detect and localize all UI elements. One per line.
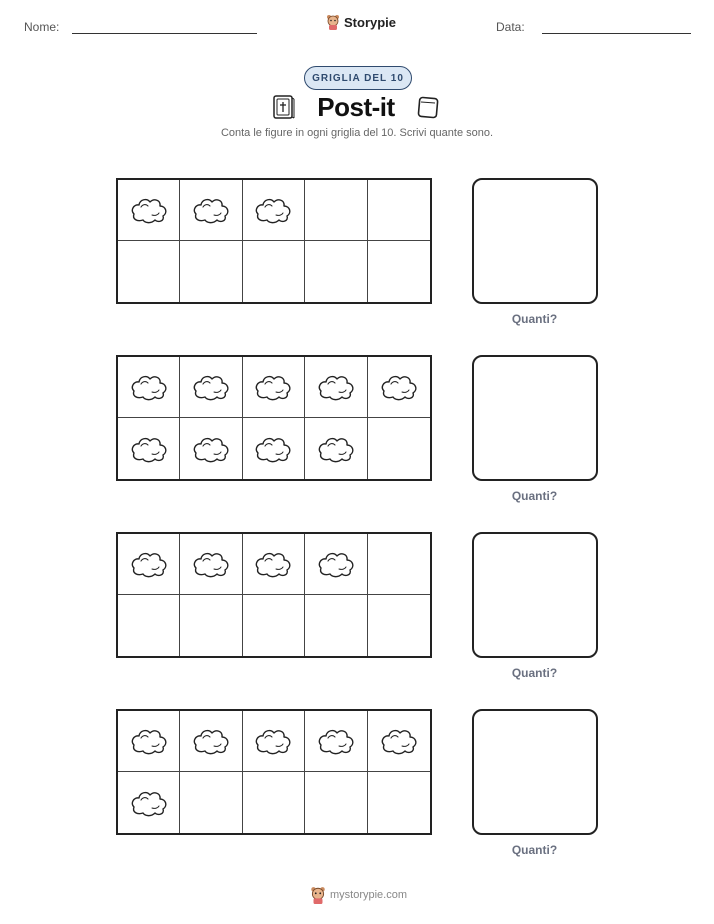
ten-frame-cell <box>243 772 305 833</box>
ten-frame-cell <box>305 418 367 479</box>
sticky-note-blob-icon <box>190 548 232 580</box>
ten-frame-cell <box>118 357 180 418</box>
ten-frame-cell <box>180 595 242 656</box>
ten-frame-cell <box>305 772 367 833</box>
ten-frame-cell <box>243 180 305 241</box>
footer <box>310 886 407 904</box>
sticky-note-blob-icon <box>252 725 294 757</box>
ten-frame-cell <box>368 711 430 772</box>
name-line[interactable] <box>72 33 257 34</box>
date-line[interactable] <box>542 33 691 34</box>
answer-label: Quanti? <box>511 489 558 503</box>
ten-frame-cell <box>243 534 305 595</box>
ten-frame-cell <box>180 418 242 479</box>
sticky-note-blob-icon <box>190 725 232 757</box>
answer-box[interactable] <box>472 178 598 304</box>
ten-frame-grid <box>116 709 432 835</box>
ten-frame-cell <box>368 534 430 595</box>
ten-frame-cell <box>180 534 242 595</box>
ten-frame-cell <box>180 180 242 241</box>
sticky-note-blob-icon <box>252 194 294 226</box>
sticky-note-blob-icon <box>128 194 170 226</box>
ten-frame-cell <box>180 772 242 833</box>
sticky-note-blob-icon <box>315 548 357 580</box>
ten-frame-grid <box>116 532 432 658</box>
ten-frame-cell <box>243 418 305 479</box>
ten-frame-cell <box>118 772 180 833</box>
ten-frame-cell <box>305 180 367 241</box>
brand-name: Storypie <box>344 14 397 30</box>
ten-frame-cell <box>243 357 305 418</box>
ten-frame-cell <box>368 772 430 833</box>
answer-box[interactable] <box>472 355 598 481</box>
sticky-note-blob-icon <box>315 725 357 757</box>
ten-frame-cell <box>305 357 367 418</box>
sticky-note-blob-icon <box>190 433 232 465</box>
ten-frame-cell <box>118 534 180 595</box>
sticky-note-blob-icon <box>190 194 232 226</box>
sticky-note-blob-icon <box>315 371 357 403</box>
instructions: Conta le figure in ogni griglia del 10. Scrivi quante sono. <box>220 127 494 139</box>
brand <box>326 14 396 30</box>
footer-url: mystorypie.com <box>330 889 408 901</box>
ten-frame-cell <box>368 357 430 418</box>
sticky-note-blob-icon <box>378 371 420 403</box>
ten-frame-cell <box>305 241 367 302</box>
sticky-note-blob-icon <box>128 371 170 403</box>
sticky-note-blob-icon <box>252 548 294 580</box>
ten-frame-cell <box>368 418 430 479</box>
answer-box[interactable] <box>472 532 598 658</box>
ten-frame-cell <box>305 534 367 595</box>
page-title: Post-it <box>317 92 395 122</box>
ten-frame-cell <box>368 241 430 302</box>
sticky-note-blob-icon <box>128 787 170 819</box>
sticky-note-blob-icon <box>128 433 170 465</box>
answer-label: Quanti? <box>511 843 558 857</box>
ten-frame-cell <box>180 357 242 418</box>
ten-frame-cell <box>305 595 367 656</box>
sticky-note-blob-icon <box>252 433 294 465</box>
ten-frame-cell <box>368 180 430 241</box>
ten-frame-grid <box>116 355 432 481</box>
ten-frame-cell <box>118 241 180 302</box>
ten-frame-grid <box>116 178 432 304</box>
bear-mascot-icon <box>326 14 340 30</box>
sticky-note-blob-icon <box>128 725 170 757</box>
sticky-note-blob-icon <box>315 433 357 465</box>
ten-frame-cell <box>118 595 180 656</box>
ten-frame-cell <box>180 711 242 772</box>
ten-frame-cell <box>243 595 305 656</box>
ten-frame-cell <box>180 241 242 302</box>
answer-label: Quanti? <box>511 312 558 326</box>
name-label: Nome: <box>24 20 60 34</box>
sticky-note-blob-icon <box>128 548 170 580</box>
ten-frame-cell <box>118 711 180 772</box>
book-icon <box>270 93 298 121</box>
worksheet-type-badge: GRIGLIA DEL 10 <box>304 66 412 90</box>
sticky-note-blob-icon <box>190 371 232 403</box>
ten-frame-cell <box>243 711 305 772</box>
post-it-note-icon <box>414 94 442 122</box>
bear-mascot-icon <box>310 886 326 904</box>
answer-label: Quanti? <box>511 666 558 680</box>
answer-box[interactable] <box>472 709 598 835</box>
ten-frame-cell <box>243 241 305 302</box>
sticky-note-blob-icon <box>252 371 294 403</box>
ten-frame-cell <box>118 180 180 241</box>
ten-frame-cell <box>368 595 430 656</box>
ten-frame-cell <box>305 711 367 772</box>
ten-frame-cell <box>118 418 180 479</box>
date-label: Data: <box>496 20 525 34</box>
sticky-note-blob-icon <box>378 725 420 757</box>
